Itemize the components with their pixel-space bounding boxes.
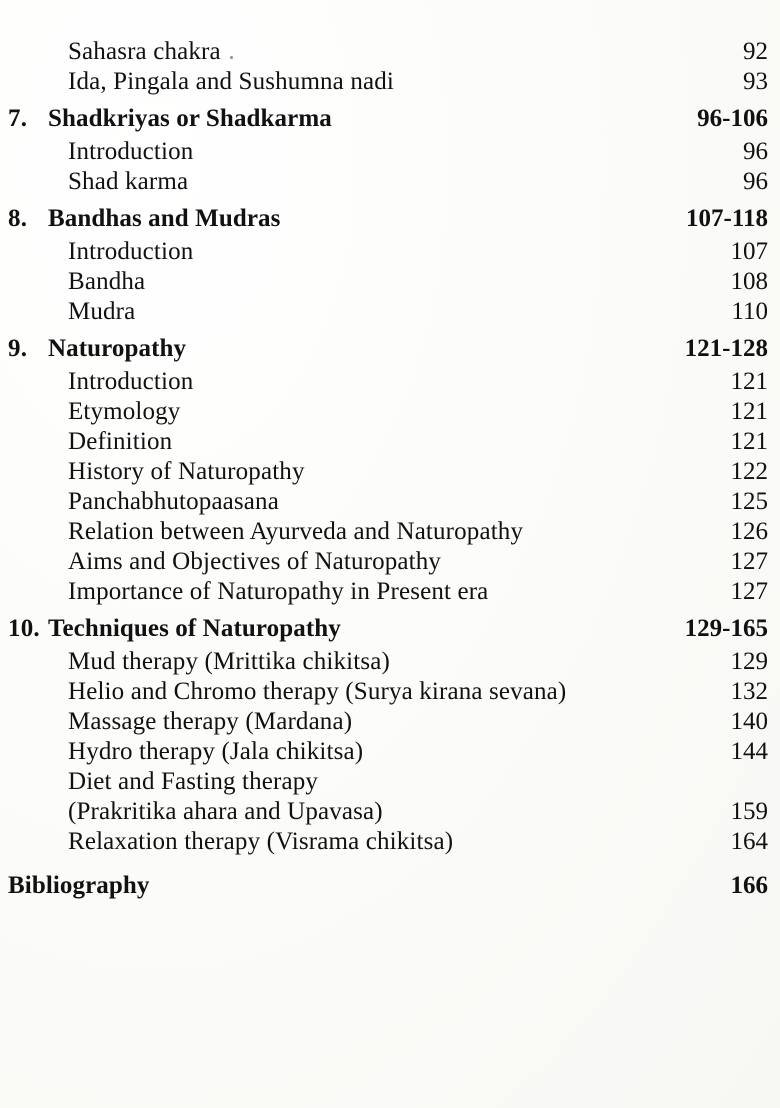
toc-page-number: 121 [730,368,768,395]
toc-entry-row[interactable] [0,738,780,766]
toc-entry-row[interactable] [0,488,780,516]
toc-entry-title: Relation between Ayurveda and Naturopathy [68,518,524,545]
toc-entry-row[interactable] [0,458,780,486]
toc-chapter-row[interactable] [0,105,780,133]
toc-page-number: 96 [743,168,768,195]
toc-chapter-number: 9. [8,335,28,362]
toc-section-row[interactable] [0,872,780,900]
toc-entry-title: Techniques of Naturopathy [48,615,341,642]
toc-entry-title: (Prakritika ahara and Upavasa) [68,798,383,825]
toc-page-number: 110 [731,298,768,325]
toc-entry-row[interactable] [0,548,780,576]
toc-page-number: 96 [743,138,768,165]
toc-entry-title: Mud therapy (Mrittika chikitsa) [68,648,390,675]
toc-entry-title: Relaxation therapy (Visrama chikitsa) [68,828,454,855]
toc-entry-title: Sahasra chakra [68,38,221,65]
toc-entry-row[interactable] [0,678,780,706]
toc-page-number: 164 [730,828,768,855]
toc-entry-title: Definition [68,428,173,455]
toc-page-number: 107-118 [686,205,768,232]
toc-entry-row[interactable] [0,578,780,606]
scan-speck-icon [230,56,233,59]
toc-entry-row[interactable] [0,238,780,266]
toc-page-number: 93 [743,68,768,95]
toc-entry-title: Naturopathy [48,335,187,362]
toc-entry-row[interactable] [0,168,780,196]
toc-chapter-row[interactable] [0,205,780,233]
toc-entry-row[interactable] [0,138,780,166]
toc-page-number: 122 [730,458,768,485]
toc-entry-row[interactable] [0,708,780,736]
toc-entry-title: Shadkriyas or Shadkarma [48,105,332,132]
toc-entry-title: Hydro therapy (Jala chikitsa) [68,738,364,765]
toc-entry-row[interactable] [0,828,780,856]
toc-entry-row[interactable] [0,68,780,96]
toc-entry-title: Introduction [68,238,194,265]
toc-page-number: 126 [730,518,768,545]
toc-entry-row[interactable] [0,798,780,826]
toc-entry-title: Aims and Objectives of Naturopathy [68,548,442,575]
toc-page-number: 108 [730,268,768,295]
toc-page-number: 132 [730,678,768,705]
toc-entry-title: History of Naturopathy [68,458,305,485]
toc-entry-title: Importance of Naturopathy in Present era [68,578,489,605]
toc-page-number: 121 [730,398,768,425]
toc-page-number: 144 [730,738,768,765]
toc-chapter-number: 10. [8,615,40,642]
toc-page-number: 127 [730,548,768,575]
toc-page-number: 96-106 [697,105,768,132]
toc-page-number: 121 [730,428,768,455]
toc-entry-title: Bibliography [8,872,150,899]
toc-entry-title: Panchabhutopaasana [68,488,279,515]
toc-page-number: 129 [730,648,768,675]
toc-page-number: 121-128 [684,335,768,362]
toc-chapter-number: 8. [8,205,28,232]
toc-chapter-row[interactable] [0,615,780,643]
toc-entry-title: Helio and Chromo therapy (Surya kirana sevana) [68,678,567,705]
toc-entry-row[interactable] [0,268,780,296]
toc-entry-title: Massage therapy (Mardana) [68,708,353,735]
toc-entry-title: Bandha [68,268,146,295]
toc-entry-title: Mudra [68,298,136,325]
toc-entry-row[interactable] [0,398,780,426]
toc-entry-row[interactable] [0,298,780,326]
toc-page-number: 166 [730,872,768,899]
toc-entry-title: Bandhas and Mudras [48,205,281,232]
toc-page-number: 127 [730,578,768,605]
toc-entry-row[interactable] [0,38,780,66]
toc-entry-row[interactable] [0,768,780,796]
toc-page-number: 92 [743,38,768,65]
toc-entry-row[interactable] [0,518,780,546]
toc-entry-title: Diet and Fasting therapy [68,768,319,795]
toc-page-number: 140 [730,708,768,735]
toc-page-number: 129-165 [684,615,768,642]
toc-chapter-row[interactable] [0,335,780,363]
toc-chapter-number: 7. [8,105,28,132]
toc-entry-title: Introduction [68,138,194,165]
toc-entry-title: Ida, Pingala and Sushumna nadi [68,68,394,95]
toc-page-number: 107 [730,238,768,265]
toc-entry-row[interactable] [0,648,780,676]
toc-entry-title: Introduction [68,368,194,395]
toc-entry-row[interactable] [0,428,780,456]
toc-entry-row[interactable] [0,368,780,396]
toc-entry-title: Shad karma [68,168,189,195]
toc-page-number: 159 [730,798,768,825]
toc-page-number: 125 [730,488,768,515]
toc-entry-title: Etymology [68,398,181,425]
